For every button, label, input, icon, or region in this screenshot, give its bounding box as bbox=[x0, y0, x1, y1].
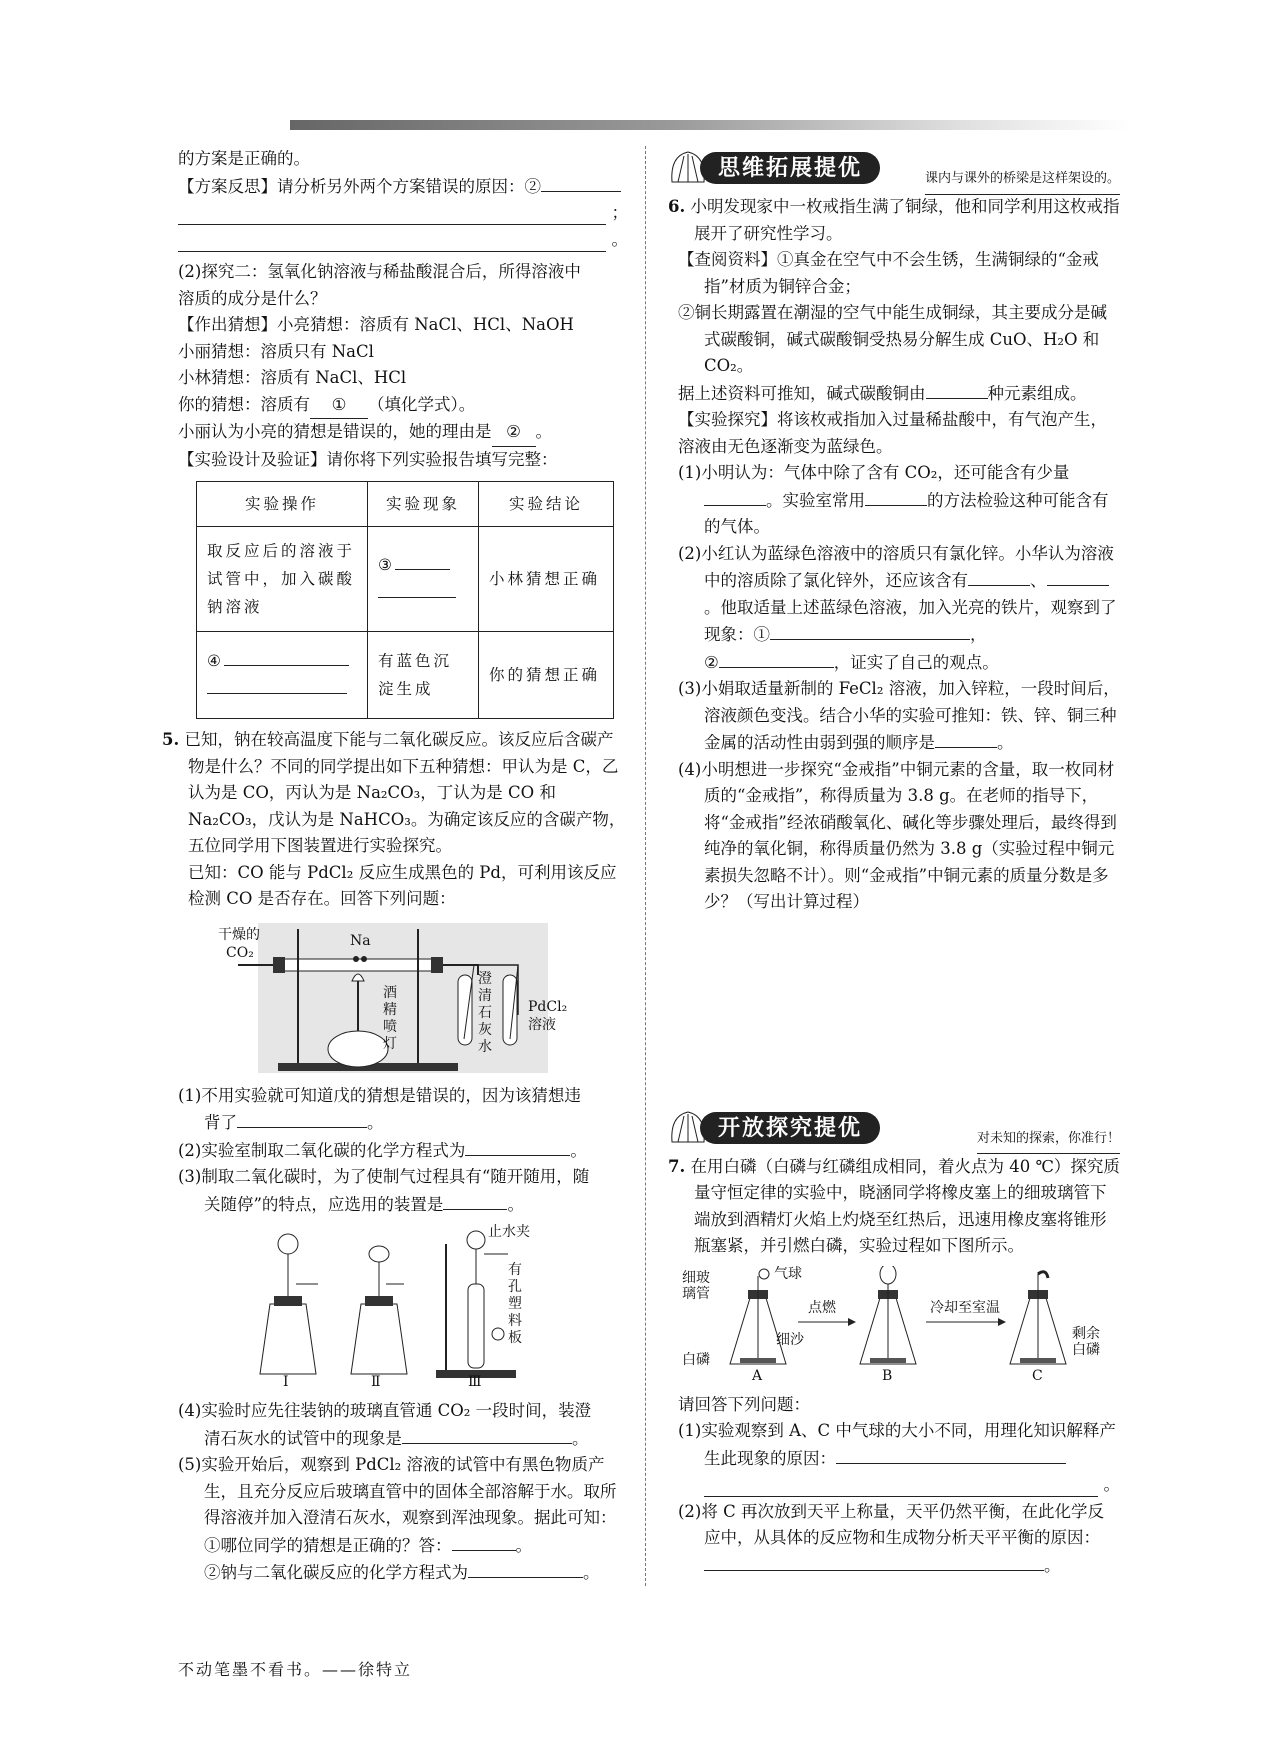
answer-line: ； bbox=[178, 200, 628, 227]
fig-label: 细沙 bbox=[776, 1331, 804, 1348]
q6-exp: 【实验探究】将该枚戒指加入过量稀盐酸中，有气泡产生，溶液由无色逐渐变为蓝绿色。 bbox=[678, 410, 1107, 456]
q7-2-line: (2)将 C 再次放到天平上称量，天平仍然平衡，在此化学反应中，从具体的反应物和生成物分析天平平衡的原因：。 bbox=[678, 1501, 1104, 1575]
answer-line: 。 bbox=[178, 227, 628, 254]
answer-blank[interactable] bbox=[719, 649, 834, 668]
inquiry2-line: 溶质的成分是什么？ bbox=[178, 288, 327, 308]
q5-4-line: 清石灰水的试管中的现象是 。 bbox=[178, 1425, 628, 1453]
footer-quote: 不动笔墨不看书。——徐特立 bbox=[178, 1660, 413, 1679]
column-divider bbox=[645, 146, 647, 1586]
answer-blank[interactable] bbox=[178, 200, 606, 225]
fig-label: 白磷 bbox=[1072, 1341, 1100, 1358]
fig-label: 气球 bbox=[774, 1265, 802, 1282]
fig-label: Ⅱ bbox=[371, 1374, 381, 1390]
q6-4-line: (4)小明想进一步探究“金戒指”中铜元素的含量，取一枚同材质的“金戒指”，称得质量为 3.8 g。在老师的指导下，将“金戒指”经浓硝酸氧化、碱化等步骤处理后，最终得到纯净的氧化铜，称得质量仍然为 3.8 g（实验过程中铜元素损失忽略不计）。则“金戒指”中铜元素的质量分数是多少？（写出计算过程） bbox=[678, 759, 1117, 911]
question-5-known: 已知：CO 能与 PdCl₂ 反应生成黑色的 Pd，可利用该反应检测 CO 是否存在。回答下列问题： bbox=[188, 862, 617, 908]
fig-label: 止水夹 bbox=[488, 1224, 530, 1240]
answer-blank[interactable] bbox=[1047, 567, 1109, 586]
table-row bbox=[197, 632, 614, 719]
fig-label: Ⅲ bbox=[468, 1374, 482, 1390]
fig-label: 有孔塑料板 bbox=[508, 1262, 522, 1346]
answer-blank[interactable] bbox=[402, 1425, 572, 1444]
q5-5-line: (5)实验开始后，观察到 PdCl₂ 溶液的试管中有黑色物质产生，且充分反应后玻璃直管中的固体全部溶解于水。取所得溶液并加入澄清石灰水，观察到浑浊现象。据此可知： bbox=[178, 1455, 617, 1527]
q6-info: 【查阅资料】①真金在空气中不会生锈，生满铜绿的“金戒指”材质为铜锌合金； bbox=[678, 250, 1099, 296]
answer-blank[interactable] bbox=[378, 579, 456, 598]
table-header: 实验结论 bbox=[479, 482, 614, 527]
experiment-report-table bbox=[196, 481, 614, 719]
q5-5-2-line: ②钠与二氧化碳反应的化学方程式为 。 bbox=[178, 1559, 628, 1587]
apparatus-figure-2 bbox=[178, 1224, 628, 1392]
answer-blank[interactable] bbox=[865, 487, 927, 506]
answer-blank[interactable] bbox=[207, 675, 347, 694]
table-cell: ④ bbox=[197, 632, 368, 719]
q6-1-line: (1)小明认为：气体中除了含有 CO₂，还可能含有少量 bbox=[678, 463, 1070, 482]
apparatus-drawing bbox=[178, 1224, 618, 1392]
fig-label: CO₂ bbox=[226, 944, 254, 961]
design-line: 【实验设计及验证】请你将下列实验报告填写完整： bbox=[178, 449, 558, 469]
answer-blank[interactable] bbox=[237, 1109, 367, 1128]
q5-1-line: 背了 。 bbox=[178, 1109, 628, 1137]
answer-blank[interactable] bbox=[224, 647, 349, 666]
table-header: 实验操作 bbox=[197, 482, 368, 527]
answer-blank[interactable]: ① bbox=[310, 392, 368, 420]
answer-blank[interactable] bbox=[935, 729, 997, 748]
q5-2-line: (2)实验室制取二氧化碳的化学方程式为 。 bbox=[178, 1137, 628, 1165]
question-5: 5. 已知，钠在较高温度下能与二氧化碳反应。该反应后含碳产物是什么？不同的同学提出如下五种猜想：甲认为是 C，乙认为是 CO，丙认为是 Na₂CO₃，丁认为是 CO 和 Na₂CO₃，戊认为是 NaHCO₃。为确定该反应的含碳产物，五位同学用下图装置进行实验探究。 bbox=[162, 730, 626, 855]
fig-label: 澄清石灰水 bbox=[478, 970, 492, 1055]
guess-line: 小丽猜想：溶质只有 NaCl bbox=[178, 341, 374, 361]
fig-label: A bbox=[752, 1367, 763, 1384]
answer-blank[interactable] bbox=[704, 1552, 1044, 1571]
fig-label: 干燥的 bbox=[218, 926, 260, 943]
q5-3-line: (3)制取二氧化碳时，为了使制气过程具有“随开随用，随 bbox=[178, 1167, 590, 1186]
q5-5-1-line: ①哪位同学的猜想是正确的？答： 。 bbox=[178, 1532, 628, 1560]
table-header: 实验现象 bbox=[368, 482, 479, 527]
answer-blank[interactable] bbox=[541, 173, 621, 192]
table-cell: 你的猜想正确 bbox=[479, 632, 614, 719]
fig-label: Ⅰ bbox=[283, 1374, 289, 1390]
banner-subtitle: 课内与课外的桥梁是这样架设的。 bbox=[925, 166, 1120, 195]
q6-infer: 据上述资料可推知，碱式碳酸铜由 种元素组成。 bbox=[668, 380, 1120, 408]
section-banner-open bbox=[668, 1106, 1120, 1148]
fig-label: 白磷 bbox=[682, 1351, 710, 1368]
table-row bbox=[197, 527, 614, 632]
fig-label: 冷却至室温 bbox=[930, 1299, 1000, 1316]
reflection-line: 【方案反思】请分析另外两个方案错误的原因：② bbox=[178, 173, 628, 201]
q6-2-line: ② ，证实了自己的观点。 bbox=[668, 649, 1120, 677]
answer-blank[interactable] bbox=[968, 567, 1030, 586]
table-cell: 小林猜想正确 bbox=[479, 527, 614, 632]
q6-3-line: (3)小娟取适量新制的 FeCl₂ 溶液，加入锌粒，一段时间后，溶液颜色变浅。结合小华的实验可推知：铁、锌、铜三种金属的活动性由弱到强的顺序是 。 bbox=[678, 679, 1120, 752]
answer-blank[interactable] bbox=[836, 1445, 1066, 1464]
guess-line: 【作出猜想】小亮猜想：溶质有 NaCl、HCl、NaOH bbox=[178, 315, 574, 334]
q5-4-line: (4)实验时应先往装钠的玻璃直管通 CO₂ 一段时间，装澄 bbox=[178, 1401, 592, 1420]
question-7: 7. 在用白磷（白磷与红磷组成相同，着火点为 40 ℃）探究质量守恒定律的实验中，晓涵同学将橡皮塞上的细玻璃管下端放到酒精灯火焰上灼烧至红热后，迅速用橡皮塞将锥形瓶塞紧，并引燃白磷，实验过程如下图所示。 bbox=[668, 1156, 1120, 1255]
reason-line: 小丽认为小亮的猜想是错误的，她的理由是 ② 。 bbox=[178, 419, 628, 447]
fig-label: 酒精喷灯 bbox=[383, 984, 397, 1052]
q7-1-line: (1)实验观察到 A、C 中气球的大小不同，用理化知识解释产生此现象的原因： bbox=[678, 1421, 1116, 1468]
section-banner-thinking bbox=[668, 146, 1120, 188]
fig-label: C bbox=[1032, 1367, 1043, 1384]
right-column bbox=[668, 146, 1120, 1579]
answer-blank[interactable] bbox=[468, 1559, 583, 1578]
banner-subtitle: 对未知的探索，你准行！ bbox=[977, 1126, 1120, 1155]
header-rule bbox=[290, 120, 1130, 130]
table-header-row bbox=[197, 482, 614, 527]
fig-label: B bbox=[882, 1367, 893, 1384]
guess-line: 小林猜想：溶质有 NaCl、HCl bbox=[178, 368, 407, 387]
q6-2-line: (2)小红认为蓝绿色溶液中的溶质只有氯化锌。小华认为溶液中的溶质除了氯化锌外，还应该含有 、。他取适量上述蓝绿色溶液，加入光亮的铁片，观察到了现象：① ， bbox=[678, 543, 1117, 644]
answer-blank[interactable]: ② bbox=[492, 419, 536, 447]
banner-title: 思维拓展提优 bbox=[700, 152, 880, 184]
answer-blank[interactable] bbox=[704, 1472, 1098, 1497]
table-cell: 取反应后的溶液于试管中，加入碳酸钠溶液 bbox=[197, 527, 368, 632]
answer-blank[interactable] bbox=[452, 1532, 516, 1551]
fig-label: 点燃 bbox=[808, 1299, 836, 1316]
q5-1-line: (1)不用实验就可知道戊的猜想是错误的，因为该猜想违 bbox=[178, 1085, 581, 1105]
answer-blank[interactable] bbox=[395, 551, 450, 570]
left-column bbox=[162, 146, 628, 1587]
answer-blank[interactable] bbox=[770, 621, 970, 640]
text-line: 的方案是正确的。 bbox=[178, 149, 310, 168]
answer-blank[interactable] bbox=[443, 1191, 507, 1210]
table-cell: ③ bbox=[368, 527, 479, 632]
answer-space[interactable] bbox=[668, 916, 1120, 1106]
answer-blank[interactable] bbox=[178, 227, 606, 252]
fig-label: 细玻璃管 bbox=[682, 1269, 710, 1302]
phosphorus-figure bbox=[668, 1266, 1120, 1386]
question-6: 6. 小明发现家中一枚戒指生满了铜绿，他和同学利用这枚戒指展开了研究性学习。 bbox=[668, 197, 1120, 243]
fig-label: 溶液 bbox=[528, 1016, 556, 1033]
q5-3-line: 关随停”的特点，应选用的装置是 。 bbox=[178, 1191, 628, 1219]
q6-1-line: 。实验室常用 的方法检验这种可能含有的气体。 bbox=[668, 487, 1120, 541]
q6-info: ②铜长期露置在潮湿的空气中能生成铜绿，其主要成分是碱式碳酸铜，碱式碳酸铜受热易分解生成 CuO、H₂O 和 CO₂。 bbox=[678, 303, 1107, 375]
answer-blank[interactable] bbox=[465, 1137, 570, 1156]
apparatus-figure-1 bbox=[178, 919, 628, 1077]
q7-1-line: 。 bbox=[668, 1472, 1120, 1499]
q7-ask: 请回答下列问题： bbox=[678, 1394, 810, 1414]
guess-line: 你的猜想：溶质有 ① （填化学式）。 bbox=[178, 392, 628, 420]
fig-label: Na bbox=[350, 932, 371, 949]
fig-label: 剩余 bbox=[1072, 1325, 1100, 1342]
answer-blank[interactable] bbox=[926, 380, 988, 399]
answer-blank[interactable] bbox=[704, 487, 766, 506]
inquiry2-line: (2)探究二：氢氧化钠溶液与稀盐酸混合后，所得溶液中 bbox=[178, 262, 581, 281]
fig-label: PdCl₂ bbox=[528, 998, 568, 1015]
banner-title: 开放探究提优 bbox=[700, 1112, 880, 1144]
table-cell: 有蓝色沉淀生成 bbox=[368, 632, 479, 719]
